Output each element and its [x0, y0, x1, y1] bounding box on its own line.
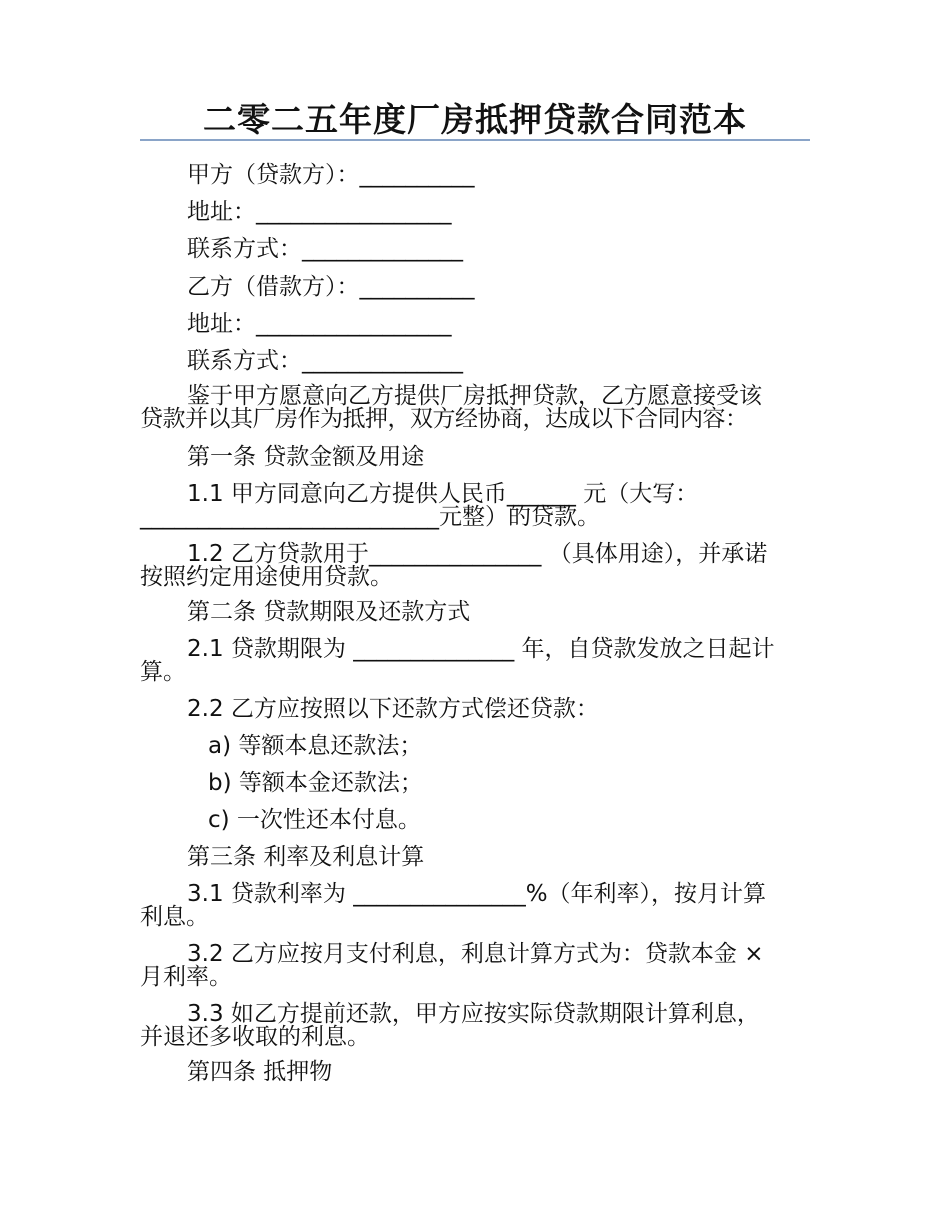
clause-1-1-line-2: __________________________元整）的贷款。	[140, 504, 600, 530]
party-a-line: 甲方（贷款方）：__________	[187, 162, 475, 188]
article-2-heading: 第二条 贷款期限及还款方式	[187, 599, 471, 625]
clause-3-3-line-2: 并退还多收取的利息。	[140, 1024, 370, 1050]
repayment-option-c: c) 一次性还本付息。	[208, 807, 421, 833]
clause-3-1-line-1: 3.1 贷款利率为 _______________%（年利率），按月计算	[187, 881, 767, 907]
clause-2-1-line-1: 2.1 贷款期限为 ______________ 年，自贷款发放之日起计	[187, 636, 775, 662]
clause-1-2-line-1: 1.2 乙方贷款用于_______________ （具体用途），并承诺	[187, 541, 768, 567]
repayment-option-b: b) 等额本金还款法；	[208, 770, 423, 796]
preamble-line-1: 鉴于甲方愿意向乙方提供厂房抵押贷款，乙方愿意接受该	[187, 383, 762, 409]
clause-2-1-line-2: 算。	[140, 659, 186, 685]
party-a-address-line: 地址：_________________	[187, 199, 452, 225]
party-a-contact-line: 联系方式：______________	[187, 236, 463, 262]
clause-3-1-line-2: 利息。	[140, 904, 209, 930]
preamble-line-2: 贷款并以其厂房作为抵押，双方经协商，达成以下合同内容：	[140, 406, 748, 432]
document-title: 二零二五年度厂房抵押贷款合同范本	[203, 100, 747, 139]
clause-2-2-line: 2.2 乙方应按照以下还款方式偿还贷款：	[187, 696, 599, 722]
party-b-address-line: 地址：_________________	[187, 311, 452, 337]
clause-1-1-line-1: 1.1 甲方同意向乙方提供人民币______ 元（大写：	[187, 481, 699, 507]
article-1-heading: 第一条 贷款金额及用途	[187, 444, 425, 470]
title-underline	[140, 139, 810, 141]
clause-3-2-line-2: 月利率。	[140, 964, 232, 990]
party-b-contact-line: 联系方式：______________	[187, 348, 463, 374]
clause-3-3-line-1: 3.3 如乙方提前还款，甲方应按实际贷款期限计算利息，	[187, 1001, 760, 1027]
repayment-option-a: a) 等额本息还款法；	[208, 733, 423, 759]
party-b-line: 乙方（借款方）：__________	[187, 274, 475, 300]
clause-1-2-line-2: 按照约定用途使用贷款。	[140, 564, 393, 590]
clause-3-2-line-1: 3.2 乙方应按月支付利息，利息计算方式为：贷款本金 ×	[187, 941, 764, 967]
article-4-heading: 第四条 抵押物	[187, 1059, 333, 1085]
article-3-heading: 第三条 利率及利息计算	[187, 844, 425, 870]
